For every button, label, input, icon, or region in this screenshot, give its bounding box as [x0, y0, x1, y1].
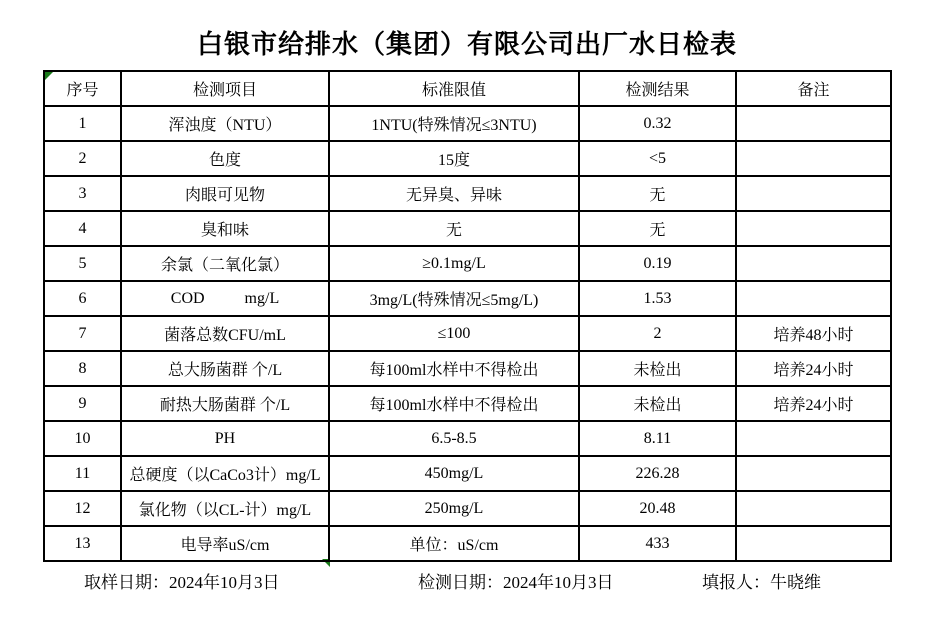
cell-remark — [736, 211, 891, 246]
cell-result: 无 — [579, 176, 736, 211]
cell-no: 9 — [44, 386, 121, 421]
cell-result: 433 — [579, 526, 736, 561]
cell-no: 11 — [44, 456, 121, 491]
table-row — [44, 456, 891, 491]
cell-result: 无 — [579, 211, 736, 246]
cell-standard: 450mg/L — [329, 456, 579, 491]
cell-no: 6 — [44, 281, 121, 316]
footer-test-date: 检测日期：2024年10月3日 — [418, 573, 614, 592]
cell-no: 8 — [44, 351, 121, 386]
cell-item: COD mg/L — [121, 281, 329, 316]
cell-remark: 培养48小时 — [736, 316, 891, 351]
cell-remark — [736, 491, 891, 526]
cell-standard: 250mg/L — [329, 491, 579, 526]
cell-item: PH — [121, 421, 329, 456]
header-cell-no: 序号 — [44, 71, 121, 106]
cell-standard: 无 — [329, 211, 579, 246]
cell-standard: 15度 — [329, 141, 579, 176]
cell-standard: 每100ml水样中不得检出 — [329, 386, 579, 421]
cell-no: 4 — [44, 211, 121, 246]
cell-result: 0.32 — [579, 106, 736, 141]
daily-check-table — [43, 70, 892, 562]
cell-remark: 培养24小时 — [736, 351, 891, 386]
cell-standard: 无异臭、异味 — [329, 176, 579, 211]
cell-item: 浑浊度（NTU） — [121, 106, 329, 141]
cell-item: 臭和味 — [121, 211, 329, 246]
cell-standard: ≤100 — [329, 316, 579, 351]
cell-standard: 单位：uS/cm — [329, 526, 579, 561]
cell-no: 12 — [44, 491, 121, 526]
cell-standard: 每100ml水样中不得检出 — [329, 351, 579, 386]
table-row — [44, 386, 891, 421]
cell-no: 2 — [44, 141, 121, 176]
header-cell-result: 检测结果 — [579, 71, 736, 106]
cell-remark — [736, 456, 891, 491]
cell-remark — [736, 141, 891, 176]
cell-result: 2 — [579, 316, 736, 351]
cell-result: 1.53 — [579, 281, 736, 316]
table-row — [44, 211, 891, 246]
table-row — [44, 106, 891, 141]
cell-remark — [736, 526, 891, 561]
cell-remark — [736, 281, 891, 316]
header-cell-remark: 备注 — [736, 71, 891, 106]
footer-reporter: 填报人：牛晓维 — [702, 573, 821, 592]
cell-remark — [736, 176, 891, 211]
cell-no: 10 — [44, 421, 121, 456]
cell-standard: 1NTU(特殊情况≤3NTU) — [329, 106, 579, 141]
table-row — [44, 246, 891, 281]
cell-no: 5 — [44, 246, 121, 281]
cell-no: 13 — [44, 526, 121, 561]
cell-remark — [736, 421, 891, 456]
footer-sampling-date: 取样日期：2024年10月3日 — [84, 573, 280, 592]
table-row — [44, 141, 891, 176]
cell-no: 1 — [44, 106, 121, 141]
cell-result: 0.19 — [579, 246, 736, 281]
cell-item: 肉眼可见物 — [121, 176, 329, 211]
table-row — [44, 421, 891, 456]
cell-result: 20.48 — [579, 491, 736, 526]
cell-item: 总硬度（以CaCo3计）mg/L — [121, 456, 329, 491]
cell-item: 余氯（二氧化氯） — [121, 246, 329, 281]
table-row — [44, 491, 891, 526]
page-title: 白银市给排水（集团）有限公司出厂水日检表 — [196, 30, 737, 59]
cell-result: 8.11 — [579, 421, 736, 456]
cell-remark — [736, 106, 891, 141]
table-row — [44, 351, 891, 386]
cell-standard: 6.5-8.5 — [329, 421, 579, 456]
table-row — [44, 281, 891, 316]
cell-no: 3 — [44, 176, 121, 211]
cell-remark — [736, 246, 891, 281]
cell-item: 菌落总数CFU/mL — [121, 316, 329, 351]
cell-item: 总大肠菌群 个/L — [121, 351, 329, 386]
cell-item: 色度 — [121, 141, 329, 176]
cell-result: <5 — [579, 141, 736, 176]
table-row — [44, 176, 891, 211]
cell-result: 未检出 — [579, 386, 736, 421]
cell-no: 7 — [44, 316, 121, 351]
header-cell-standard: 标准限值 — [329, 71, 579, 106]
cell-item: 耐热大肠菌群 个/L — [121, 386, 329, 421]
table-row — [44, 316, 891, 351]
cell-standard: 3mg/L(特殊情况≤5mg/L) — [329, 281, 579, 316]
header-cell-item: 检测项目 — [121, 71, 329, 106]
cell-result: 226.28 — [579, 456, 736, 491]
cell-item: 氯化物（以CL-计）mg/L — [121, 491, 329, 526]
table-header-row — [44, 71, 891, 106]
cell-result: 未检出 — [579, 351, 736, 386]
cell-standard: ≥0.1mg/L — [329, 246, 579, 281]
table-row — [44, 526, 891, 561]
cell-item: 电导率uS/cm — [121, 526, 329, 561]
cell-remark: 培养24小时 — [736, 386, 891, 421]
